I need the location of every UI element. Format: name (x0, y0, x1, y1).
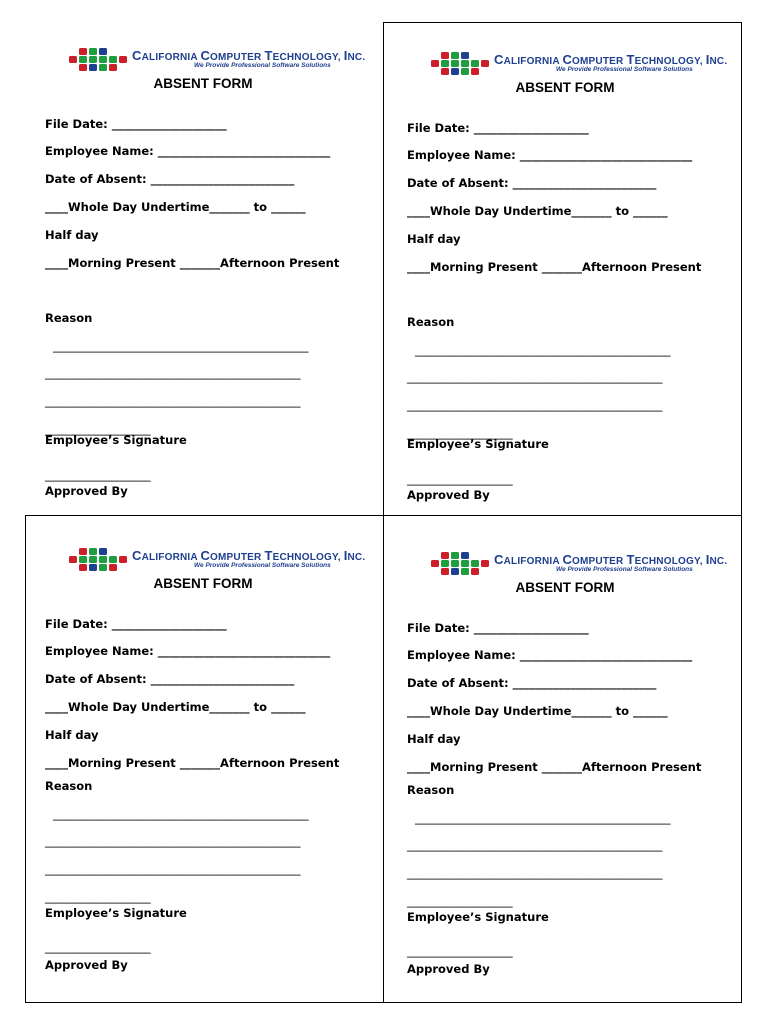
whole-day-undertime-field: ____Whole Day Undertime_______ to ______ (407, 204, 668, 218)
approved-by-label: Approved By (407, 962, 490, 976)
morning-afternoon-field: ____Morning Present _______Afternoon Present (45, 756, 340, 770)
date-of-absent-field: Date of Absent: _________________________ (407, 176, 657, 190)
half-day-label: Half day (45, 228, 99, 242)
date-of-absent-field: Date of Absent: _________________________ (407, 676, 657, 690)
whole-day-undertime-field: ____Whole Day Undertime_______ to ______ (45, 700, 306, 714)
employee-signature-label: Employee’s Signature (45, 906, 187, 920)
company-name: CALIFORNIA COMPUTER TECHNOLOGY, INC. (494, 552, 728, 567)
company-tagline: We Provide Professional Software Solutions (194, 62, 331, 69)
approved-line: ___________________ (407, 944, 513, 958)
half-day-label: Half day (407, 232, 461, 246)
logo-blocks-icon (429, 49, 491, 81)
absent-form-bottom-right (407, 549, 747, 1019)
left-border-bottom (25, 515, 26, 1003)
reason-line: ______________________________________________ (407, 370, 663, 384)
company-name: CALIFORNIA COMPUTER TECHNOLOGY, INC. (494, 52, 728, 67)
company-name: CALIFORNIA COMPUTER TECHNOLOGY, INC. (132, 548, 366, 563)
logo-blocks-icon (67, 545, 129, 577)
logo-blocks-icon (67, 45, 129, 77)
reason-line: ______________________________________________ (53, 339, 309, 353)
half-day-label: Half day (45, 728, 99, 742)
form-title: ABSENT FORM (515, 580, 615, 595)
morning-afternoon-field: ____Morning Present _______Afternoon Present (407, 760, 702, 774)
form-title: ABSENT FORM (153, 76, 253, 91)
employee-signature-label: Employee’s Signature (45, 433, 187, 447)
reason-line: ______________________________________________ (407, 866, 663, 880)
half-day-label: Half day (407, 732, 461, 746)
approved-by-label: Approved By (45, 958, 128, 972)
date-of-absent-field: Date of Absent: _________________________ (45, 672, 295, 686)
reason-line: ______________________________________________ (45, 394, 301, 408)
approved-line: ___________________ (45, 468, 151, 482)
approved-line: ___________________ (407, 472, 513, 486)
company-tagline: We Provide Professional Software Solutions (556, 66, 693, 73)
company-tagline: We Provide Professional Software Solutions (194, 562, 331, 569)
signature-line: ___________________ (407, 426, 513, 440)
date-of-absent-field: Date of Absent: _________________________ (45, 172, 295, 186)
logo-blocks-icon (429, 549, 491, 581)
reason-line: ______________________________________________ (45, 366, 301, 380)
reason-line: ______________________________________________ (407, 838, 663, 852)
reason-label: Reason (407, 315, 455, 329)
reason-label: Reason (45, 311, 93, 325)
form-title: ABSENT FORM (153, 576, 253, 591)
reason-line: ______________________________________________ (45, 834, 301, 848)
whole-day-undertime-field: ____Whole Day Undertime_______ to ______ (407, 704, 668, 718)
absent-form-top-left (45, 45, 385, 515)
approved-by-label: Approved By (45, 484, 128, 498)
reason-label: Reason (45, 779, 93, 793)
employee-name-field: Employee Name: ______________________________ (45, 144, 331, 158)
file-date-field: File Date: ____________________ (407, 121, 589, 135)
reason-line: ______________________________________________ (407, 398, 663, 412)
approved-line: ___________________ (45, 940, 151, 954)
file-date-field: File Date: ____________________ (45, 617, 227, 631)
employee-signature-label: Employee’s Signature (407, 437, 549, 451)
employee-name-field: Employee Name: ______________________________ (407, 148, 693, 162)
absent-form-top-right (407, 49, 747, 519)
reason-line: ______________________________________________ (53, 807, 309, 821)
signature-line: ___________________ (407, 894, 513, 908)
reason-line: ______________________________________________ (45, 862, 301, 876)
morning-afternoon-field: ____Morning Present _______Afternoon Present (45, 256, 340, 270)
reason-line: ______________________________________________ (415, 811, 671, 825)
employee-name-field: Employee Name: ______________________________ (407, 648, 693, 662)
employee-signature-label: Employee’s Signature (407, 910, 549, 924)
company-name: CALIFORNIA COMPUTER TECHNOLOGY, INC. (132, 48, 366, 63)
morning-afternoon-field: ____Morning Present _______Afternoon Present (407, 260, 702, 274)
whole-day-undertime-field: ____Whole Day Undertime_______ to ______ (45, 200, 306, 214)
file-date-field: File Date: ____________________ (407, 621, 589, 635)
file-date-field: File Date: ____________________ (45, 117, 227, 131)
reason-label: Reason (407, 783, 455, 797)
signature-line: ___________________ (45, 422, 151, 436)
employee-name-field: Employee Name: ______________________________ (45, 644, 331, 658)
absent-form-bottom-left (45, 545, 385, 1015)
approved-by-label: Approved By (407, 488, 490, 502)
company-tagline: We Provide Professional Software Solutions (556, 566, 693, 573)
reason-line: ______________________________________________ (415, 343, 671, 357)
form-title: ABSENT FORM (515, 80, 615, 95)
signature-line: ___________________ (45, 890, 151, 904)
top-border (383, 22, 742, 23)
